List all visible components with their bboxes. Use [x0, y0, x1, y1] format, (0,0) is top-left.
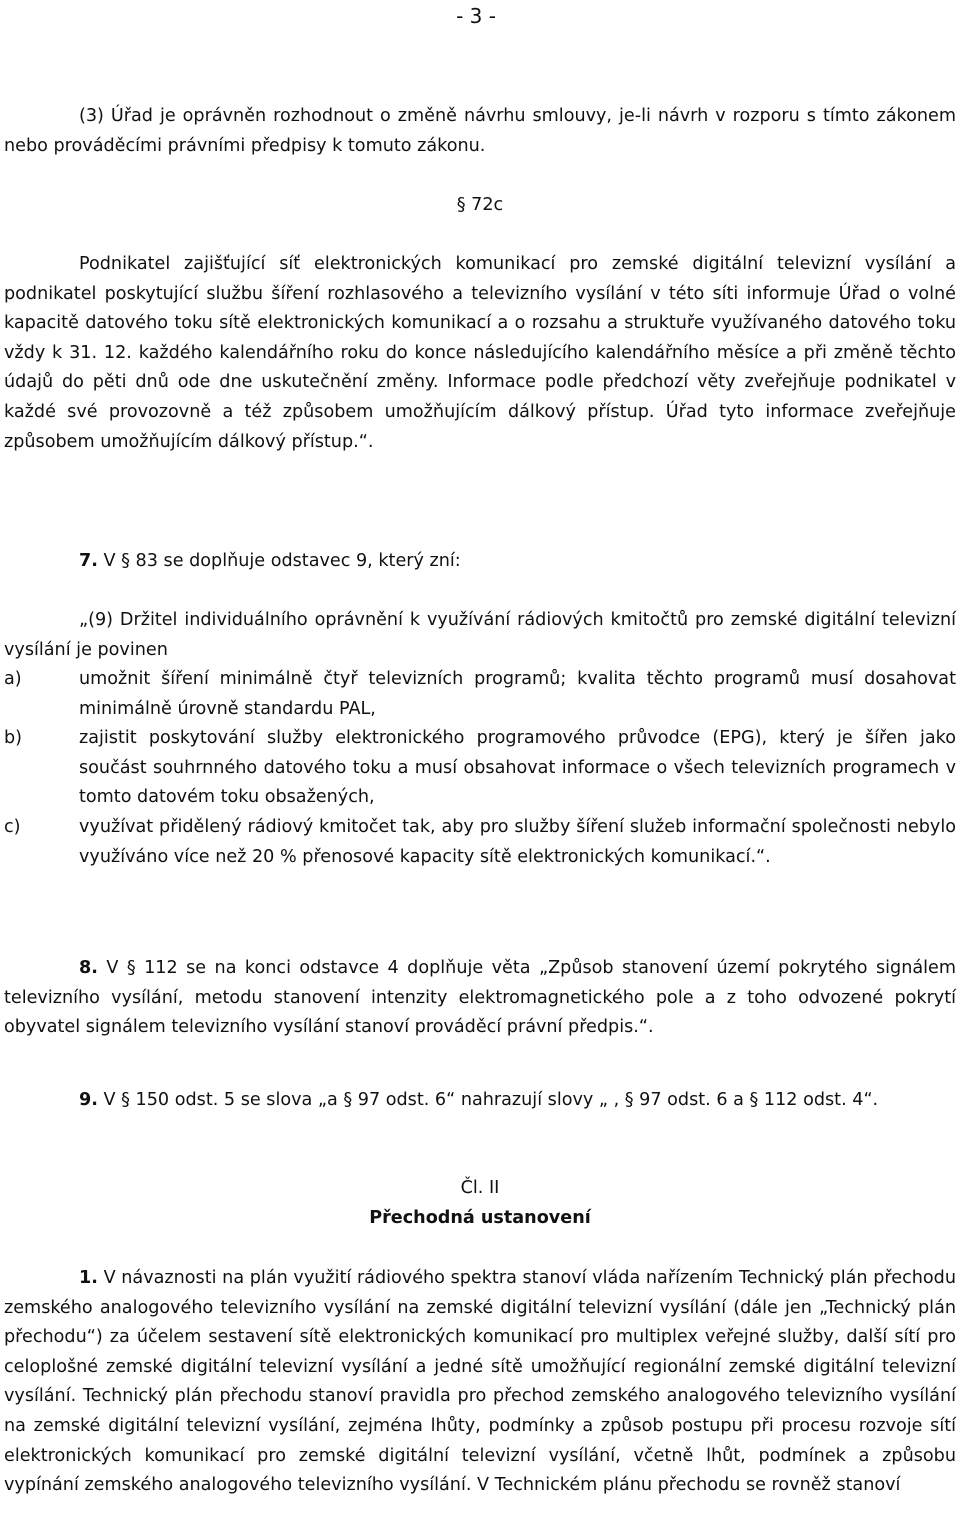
item-text: V § 112 se na konci odstavce 4 doplňuje věta „Způsob stanovení území pokrytého signálem televizního vysílání, metodu stanovení intenzity elektromagnetického pole a z toho odvozené pokrytí obyvatel signálem televizního vysílání stanoví prováděcí právní předpis.“.	[4, 958, 957, 1038]
list-text: umožnit šíření minimálně čtyř televizních programů; kvalita těchto programů musí dosahovat minimálně úrovně standardu PAL,	[79, 669, 956, 719]
item-text: V § 83 se doplňuje odstavec 9, který zní:	[103, 551, 461, 571]
quote-intro: „(9) Držitel individuálního oprávnění k využívání rádiových kmitočtů pro zemské digitální televizní vysílání je povinen	[4, 610, 956, 660]
article-label: Čl. II	[460, 1178, 500, 1198]
amendment-item-9	[4, 1086, 956, 1116]
item-number: 9.	[79, 1090, 98, 1110]
list-text: využívat přidělený rádiový kmitočet tak, aby pro služby šíření služeb informační společnosti nebylo využíváno více než 20 % přenosové kapacity sítě elektronických komunikací.“.	[79, 816, 956, 867]
list-letter: c)	[4, 816, 21, 837]
item-number: 8.	[79, 958, 98, 978]
list-text: zajistit poskytování služby elektronického programového průvodce (EPG), který je šířen jako součást souhrnného datového toku a musí obsahovat informace o všech televizních programech v tomto datovém toku obsažených,	[79, 728, 956, 808]
list-letter: a)	[4, 669, 22, 689]
list-item	[4, 665, 956, 724]
amendment-item-7	[4, 547, 956, 577]
paragraph-72c: Podnikatel zajišťující síť elektronických komunikací pro zemské digitální televizní vysílání a podnikatel poskytující službu šíření rozhlasového a televizního vysílání v této síti informuje Úřad o volné kapacitě datového toku sítě elektronických komunikací a o rozsahu a struktuře využívaného datového toku vždy k 31. 12. každého kalendářního roku do konce následujícího kalendářního měsíce a při změně těchto údajů do pěti dnů ode dne uskutečnění změny. Informace podle předchozí věty zveřejňuje podnikatel v každé své provozovně a též způsobem umožňujícím dálkový přístup. Úřad tyto informace zveřejňuje způsobem umožňujícím dálkový přístup.“.	[4, 254, 956, 452]
item-text: V návaznosti na plán využití rádiového spektra stanoví vláda nařízením Technický plán přechodu zemského analogového televizního vysílání na zemské digitální televizní vysílání (dále jen „Technický plán přechodu“) za účelem sestavení sítě elektronických komunikací pro multiplex veřejné služby, další sítí pro celoplošné zemské digitální televizní vysílání a jedné sítě umožňující regionální zemské digitální televizní vysílání. Technický plán přechodu stanoví pravidla pro přechod zemského analogového televizního vysílání na zemské digitální televizní vysílání, zejména lhůty, podmínky a způsob postupu při procesu rozvoje sítí elektronických komunikací pro zemské digitální televizní vysílání, včetně lhůt, podmínek a způsobu vypínání zemského analogového televizního vysílání. V Technickém plánu přechodu se rovněž stanoví	[4, 1268, 956, 1496]
item-text: V § 150 odst. 5 se slova „a § 97 odst. 6“ nahrazují slovy „ , § 97 odst. 6 a § 112 odst. 4“.	[103, 1090, 879, 1110]
transitional-item-1	[4, 1264, 956, 1501]
list-letter: b)	[4, 728, 23, 749]
item-number: 1.	[79, 1268, 98, 1288]
section-heading-72c: § 72c	[456, 195, 504, 215]
article-title: Přechodná ustanovení	[369, 1208, 591, 1228]
list-item	[4, 724, 956, 813]
paragraph-3: (3) Úřad je oprávněn rozhodnout o změně návrhu smlouvy, je-li návrh v rozporu s tímto zákonem nebo prováděcími právními předpisy k tomuto zákonu.	[4, 106, 956, 156]
list-item	[4, 813, 956, 872]
item-number: 7.	[79, 551, 98, 571]
amendment-item-8	[4, 954, 956, 1043]
page-number: - 3 -	[456, 4, 496, 28]
obligations-list	[4, 665, 956, 872]
